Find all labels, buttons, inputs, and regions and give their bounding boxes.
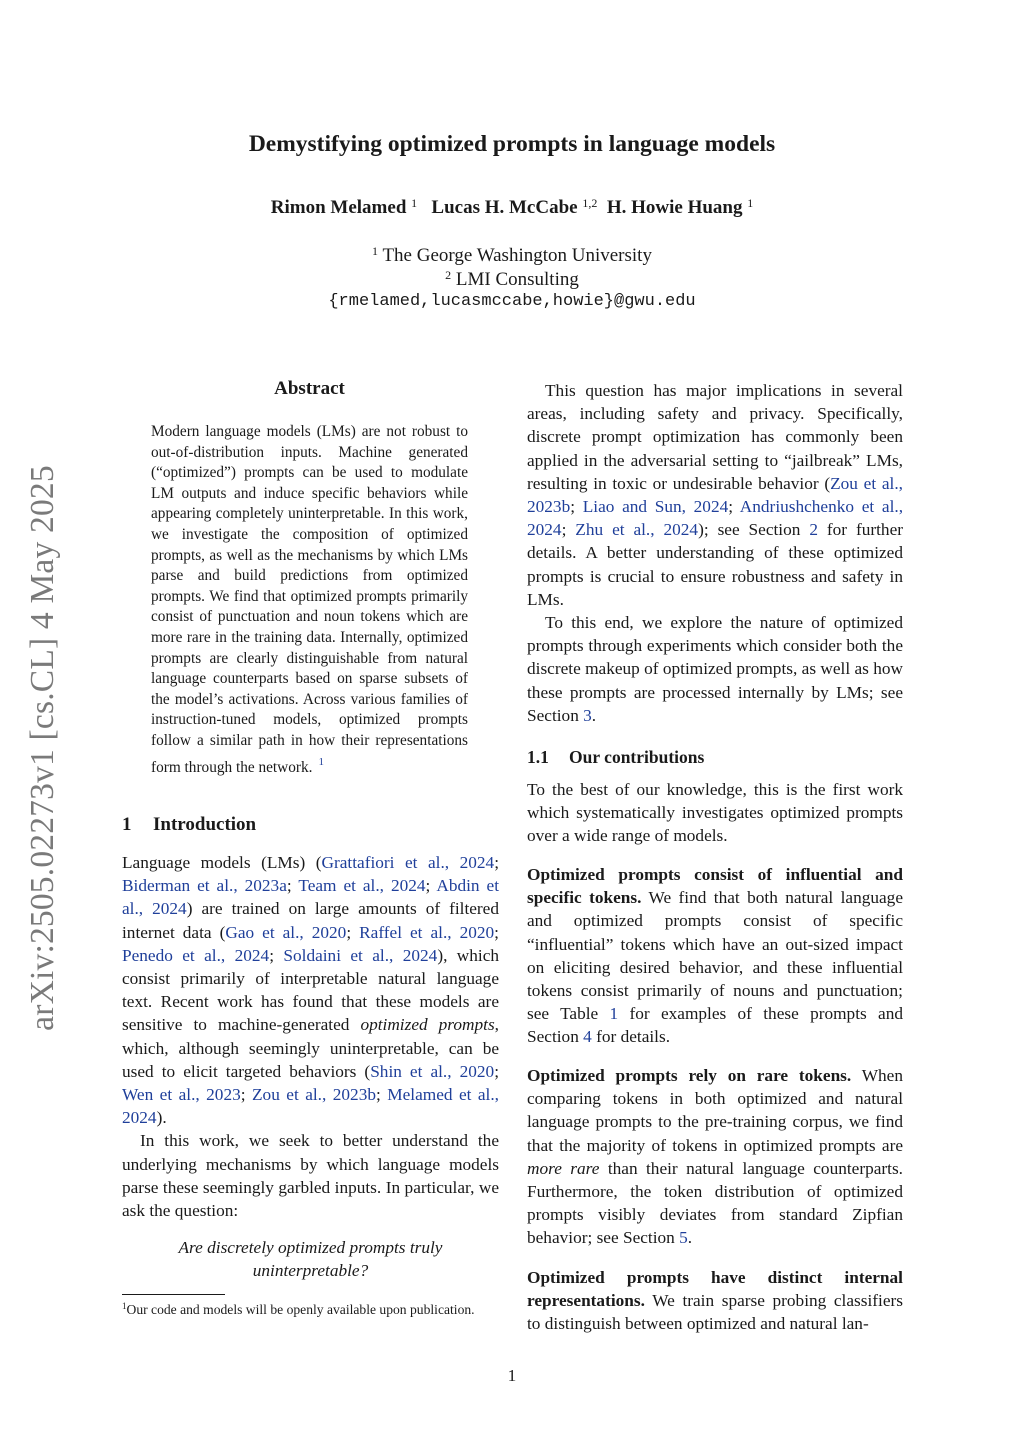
text: ; — [494, 853, 499, 872]
page-number: 1 — [507, 1366, 517, 1385]
text: for examples of these prompts and Section — [527, 1004, 903, 1047]
emphasis: optimized prompts — [360, 1015, 495, 1035]
author-affiliation-mark: 1,2 — [582, 196, 598, 210]
abstract-text: Modern language models (LMs) are not robust to out-of-distribution inputs. Machine generated (“optimized”) prompts can be used to modulate LM outputs and induce specific behaviors while appearing completely uninterpretable. In this work, we investigate the composition of optimized prompts, as well as the mechanisms by which LMs parse and build predictions from optimized prompts. We find that optimized prompts primarily consist of punctuation and noun tokens which are more rare in the training data. Internally, optimized prompts are clearly distinguishable from natural language counterparts based on sparse subsets of the model’s activations. Across various families of instruction-tuned models, optimized prompts follow a similar path in how their representations form through the network. — [151, 423, 468, 776]
contributions-intro — [527, 778, 903, 848]
citation-link[interactable]: Abdin et al., 2024 — [122, 876, 500, 919]
section-title: Introduction — [153, 814, 257, 835]
text: for details. — [591, 1027, 671, 1047]
author-name: H. Howie Huang — [606, 197, 743, 218]
text: ; — [570, 497, 583, 517]
text: To this end, we explore the nature of optimized prompts through experiments which consider both the discrete makeup of optimized prompts, as well as how these prompts are processed internally by LMs; see Section — [527, 613, 903, 725]
text: ; — [728, 497, 740, 517]
footnote-text: Our code and models will be openly available upon publication. — [126, 1302, 475, 1317]
emphasis: more rare — [527, 1158, 600, 1178]
footnote-rule — [122, 1294, 225, 1295]
intro-body — [122, 851, 499, 1222]
affiliation-2 — [0, 268, 1024, 291]
text: . — [687, 1228, 693, 1248]
affiliation-mark: 2 — [445, 268, 452, 282]
citation-link[interactable]: Zhu et al., 2024 — [575, 520, 699, 540]
author-affiliation-mark: 1 — [747, 196, 754, 210]
intro-paragraph-2: In this work, we seek to better understand the underlying mechanisms by which language models parse these seemingly garbled inputs. In particular, we ask the question: — [122, 1131, 499, 1221]
contribution-1 — [527, 863, 903, 1049]
section-number: 1 — [122, 814, 132, 835]
text: We train sparse probing classifiers to distinguish between optimized and natural lan- — [527, 1291, 903, 1334]
text: When comparing tokens in both optimized and natural language prompts to the pre-training corpus, we find that the majority of tokens in optimized prompts are — [527, 1066, 903, 1155]
citation-link[interactable]: Biderman et al., 2023a — [122, 876, 287, 896]
section-link[interactable]: 2 — [809, 520, 818, 540]
citation-link[interactable]: Andriushchenko et al., 2024 — [527, 497, 904, 540]
author-email: {rmelamed,lucasmccabe,howie}@gwu.edu — [328, 292, 696, 311]
citation-link[interactable]: Liao and Sun, 2024 — [582, 497, 729, 517]
table-link[interactable]: 1 — [609, 1004, 619, 1024]
arxiv-id: arXiv:2505.02273v1 [cs.CL] 4 May 2025 — [24, 465, 61, 1031]
citation-link[interactable]: Zou et al., 2023b — [252, 1085, 376, 1105]
abstract-body — [151, 422, 468, 778]
citation-link[interactable]: Grattafiori et al., 2024 — [321, 853, 495, 872]
affiliation-name: The George Washington University — [382, 245, 652, 266]
affiliation-name: LMI Consulting — [455, 269, 579, 290]
text: ; — [425, 876, 437, 896]
contribution-paragraph — [527, 1266, 903, 1336]
subsection-title: Our contributions — [569, 747, 705, 767]
section-heading-introduction — [122, 814, 256, 836]
text: . — [591, 705, 597, 725]
text: ). — [156, 1108, 167, 1128]
text: ; — [375, 1085, 388, 1105]
text: We find that both natural language and optimized prompts consist of specific “influential” tokens which have an out-sized impact on eliciting desired behavior, and these influential tokens consist primarily of nouns and punctuation; see Table — [527, 888, 903, 1024]
subsection-number: 1.1 — [527, 747, 549, 767]
citation-link[interactable]: Team et al., 2024 — [298, 876, 426, 896]
affiliation-1 — [0, 244, 1024, 267]
text: This question has major implications in several areas, including safety and privacy. Specifically, discrete prompt optimization has commonly been applied in the adversarial setting to “jailbreak” LMs, resulting in toxic or undesirable behavior ( — [527, 381, 903, 493]
contribution-heading: Optimized prompts rely on rare tokens. — [527, 1066, 852, 1085]
section-link[interactable]: 5 — [679, 1228, 688, 1248]
citation-link[interactable]: Soldaini et al., 2024 — [283, 945, 438, 965]
author-name: Lucas H. McCabe — [431, 197, 578, 218]
text: ), which consist primarily of interpretable natural language text. Recent work has found that these models are sensitive to machine-generated — [122, 945, 500, 1035]
contribution-2 — [527, 1064, 903, 1250]
intro-paragraph-1 — [122, 851, 499, 1129]
contribution-heading: Optimized prompts have distinct internal representations. — [527, 1268, 903, 1311]
contribution-paragraph — [527, 1064, 903, 1250]
author-name: Rimon Melamed — [270, 197, 407, 218]
contribution-heading: Optimized prompts consist of influential and specific tokens. — [527, 865, 903, 908]
text: ; — [494, 922, 499, 942]
right-paragraph-2 — [527, 611, 903, 727]
research-question: Are discretely optimized prompts truly uninterpretable? — [178, 1238, 443, 1281]
footnote — [122, 1297, 499, 1320]
text: for further details. A better understanding of these optimized prompts is crucial to ensure robustness and safety in LMs. — [527, 520, 903, 609]
footnote-link[interactable]: 1 — [318, 755, 324, 768]
right-column-top — [527, 379, 903, 727]
citation-link[interactable]: Gao et al., 2020 — [225, 922, 347, 942]
text: ; — [561, 520, 576, 540]
text: ; — [269, 945, 284, 965]
citation-link[interactable]: Zou et al., 2023b — [527, 473, 903, 517]
citation-link[interactable]: Raffel et al., 2020 — [359, 922, 495, 942]
text: ; — [240, 1085, 252, 1105]
subsection-heading-contributions — [527, 747, 704, 768]
right-paragraph-1 — [527, 379, 903, 611]
section-link[interactable]: 4 — [583, 1027, 592, 1047]
citation-link[interactable]: Penedo et al., 2024 — [122, 945, 270, 965]
text: than their natural language counterparts. Furthermore, the token distribution of optimized prompts visibly deviates from standard Zipfian behavior; see Section — [527, 1158, 903, 1248]
text: ; — [286, 876, 299, 896]
text: ) are trained on large amounts of filtered internet data ( — [122, 899, 499, 942]
contribution-paragraph — [527, 863, 903, 1049]
paper-title: Demystifying optimized prompts in language models — [248, 131, 776, 157]
citation-link[interactable]: Shin et al., 2020 — [370, 1061, 495, 1081]
contribution-3 — [527, 1266, 903, 1336]
text: , which, although seemingly uninterpretable, can be used to elicit targeted behaviors ( — [122, 1015, 499, 1081]
author-list — [0, 196, 1024, 219]
citation-link[interactable]: Melamed et al., 2024 — [122, 1085, 499, 1128]
contributions-text: To the best of our knowledge, this is the first work which systematically investigates optimized prompts over a wide range of models. — [527, 780, 903, 846]
text: ; — [346, 922, 360, 942]
affiliation-mark: 1 — [372, 244, 379, 258]
abstract-heading: Abstract — [274, 378, 345, 399]
author-affiliation-mark: 1 — [411, 196, 418, 210]
section-link[interactable]: 3 — [583, 705, 592, 725]
footnote-mark: 1 — [122, 1301, 127, 1311]
text: ); see Section — [698, 520, 810, 540]
text: ; — [494, 1061, 499, 1081]
text: Language models (LMs) ( — [122, 853, 322, 872]
citation-link[interactable]: Wen et al., 2023 — [122, 1085, 241, 1105]
